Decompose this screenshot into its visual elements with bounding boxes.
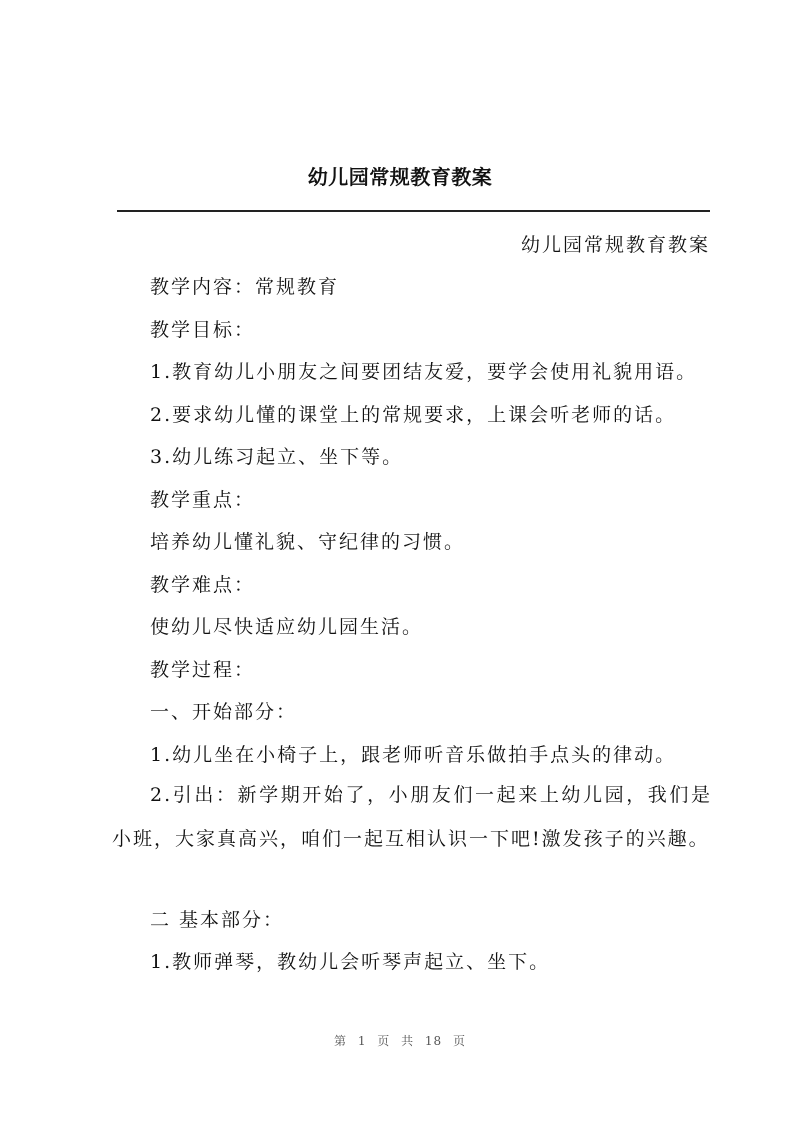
goal-item-1: 1.教育幼儿小朋友之间要团结友爱，要学会使用礼貌用语。 — [150, 361, 698, 383]
process-heading: 教学过程： — [150, 659, 256, 681]
section-one-item-1: 1.幼儿坐在小椅子上，跟老师听音乐做拍手点头的律动。 — [150, 744, 677, 766]
goal-item-2: 2.要求幼儿懂的课堂上的常规要求，上课会听老师的话。 — [150, 404, 677, 426]
teaching-content-line: 教学内容：常规教育 — [150, 276, 340, 298]
page-number-footer: 第 1 页 共 18 页 — [334, 1034, 466, 1048]
difficulties-heading: 教学难点： — [150, 574, 256, 596]
difficulties-text: 使幼儿尽快适应幼儿园生活。 — [150, 616, 424, 638]
page-header-title: 幼儿园常规教育教案 — [307, 165, 493, 189]
goal-item-3: 3.幼儿练习起立、坐下等。 — [150, 446, 404, 468]
document-title: 幼儿园常规教育教案 — [520, 234, 710, 256]
section-two-heading: 二 基本部分： — [150, 909, 285, 931]
section-one-heading: 一、开始部分： — [150, 701, 298, 723]
header-divider — [117, 210, 710, 212]
section-one-item-2-paragraph: 2.引出：新学期开始了，小朋友们一起来上幼儿园，我们是小班，大家真高兴，咱们一起互相认识一下吧!激发孩子的兴趣。 — [112, 784, 712, 850]
teaching-goals-heading: 教学目标： — [150, 319, 256, 341]
section-two-item-1: 1.教师弹琴，教幼儿会听琴声起立、坐下。 — [150, 951, 551, 973]
key-points-text: 培养幼儿懂礼貌、守纪律的习惯。 — [150, 531, 466, 553]
key-points-heading: 教学重点： — [150, 489, 256, 511]
